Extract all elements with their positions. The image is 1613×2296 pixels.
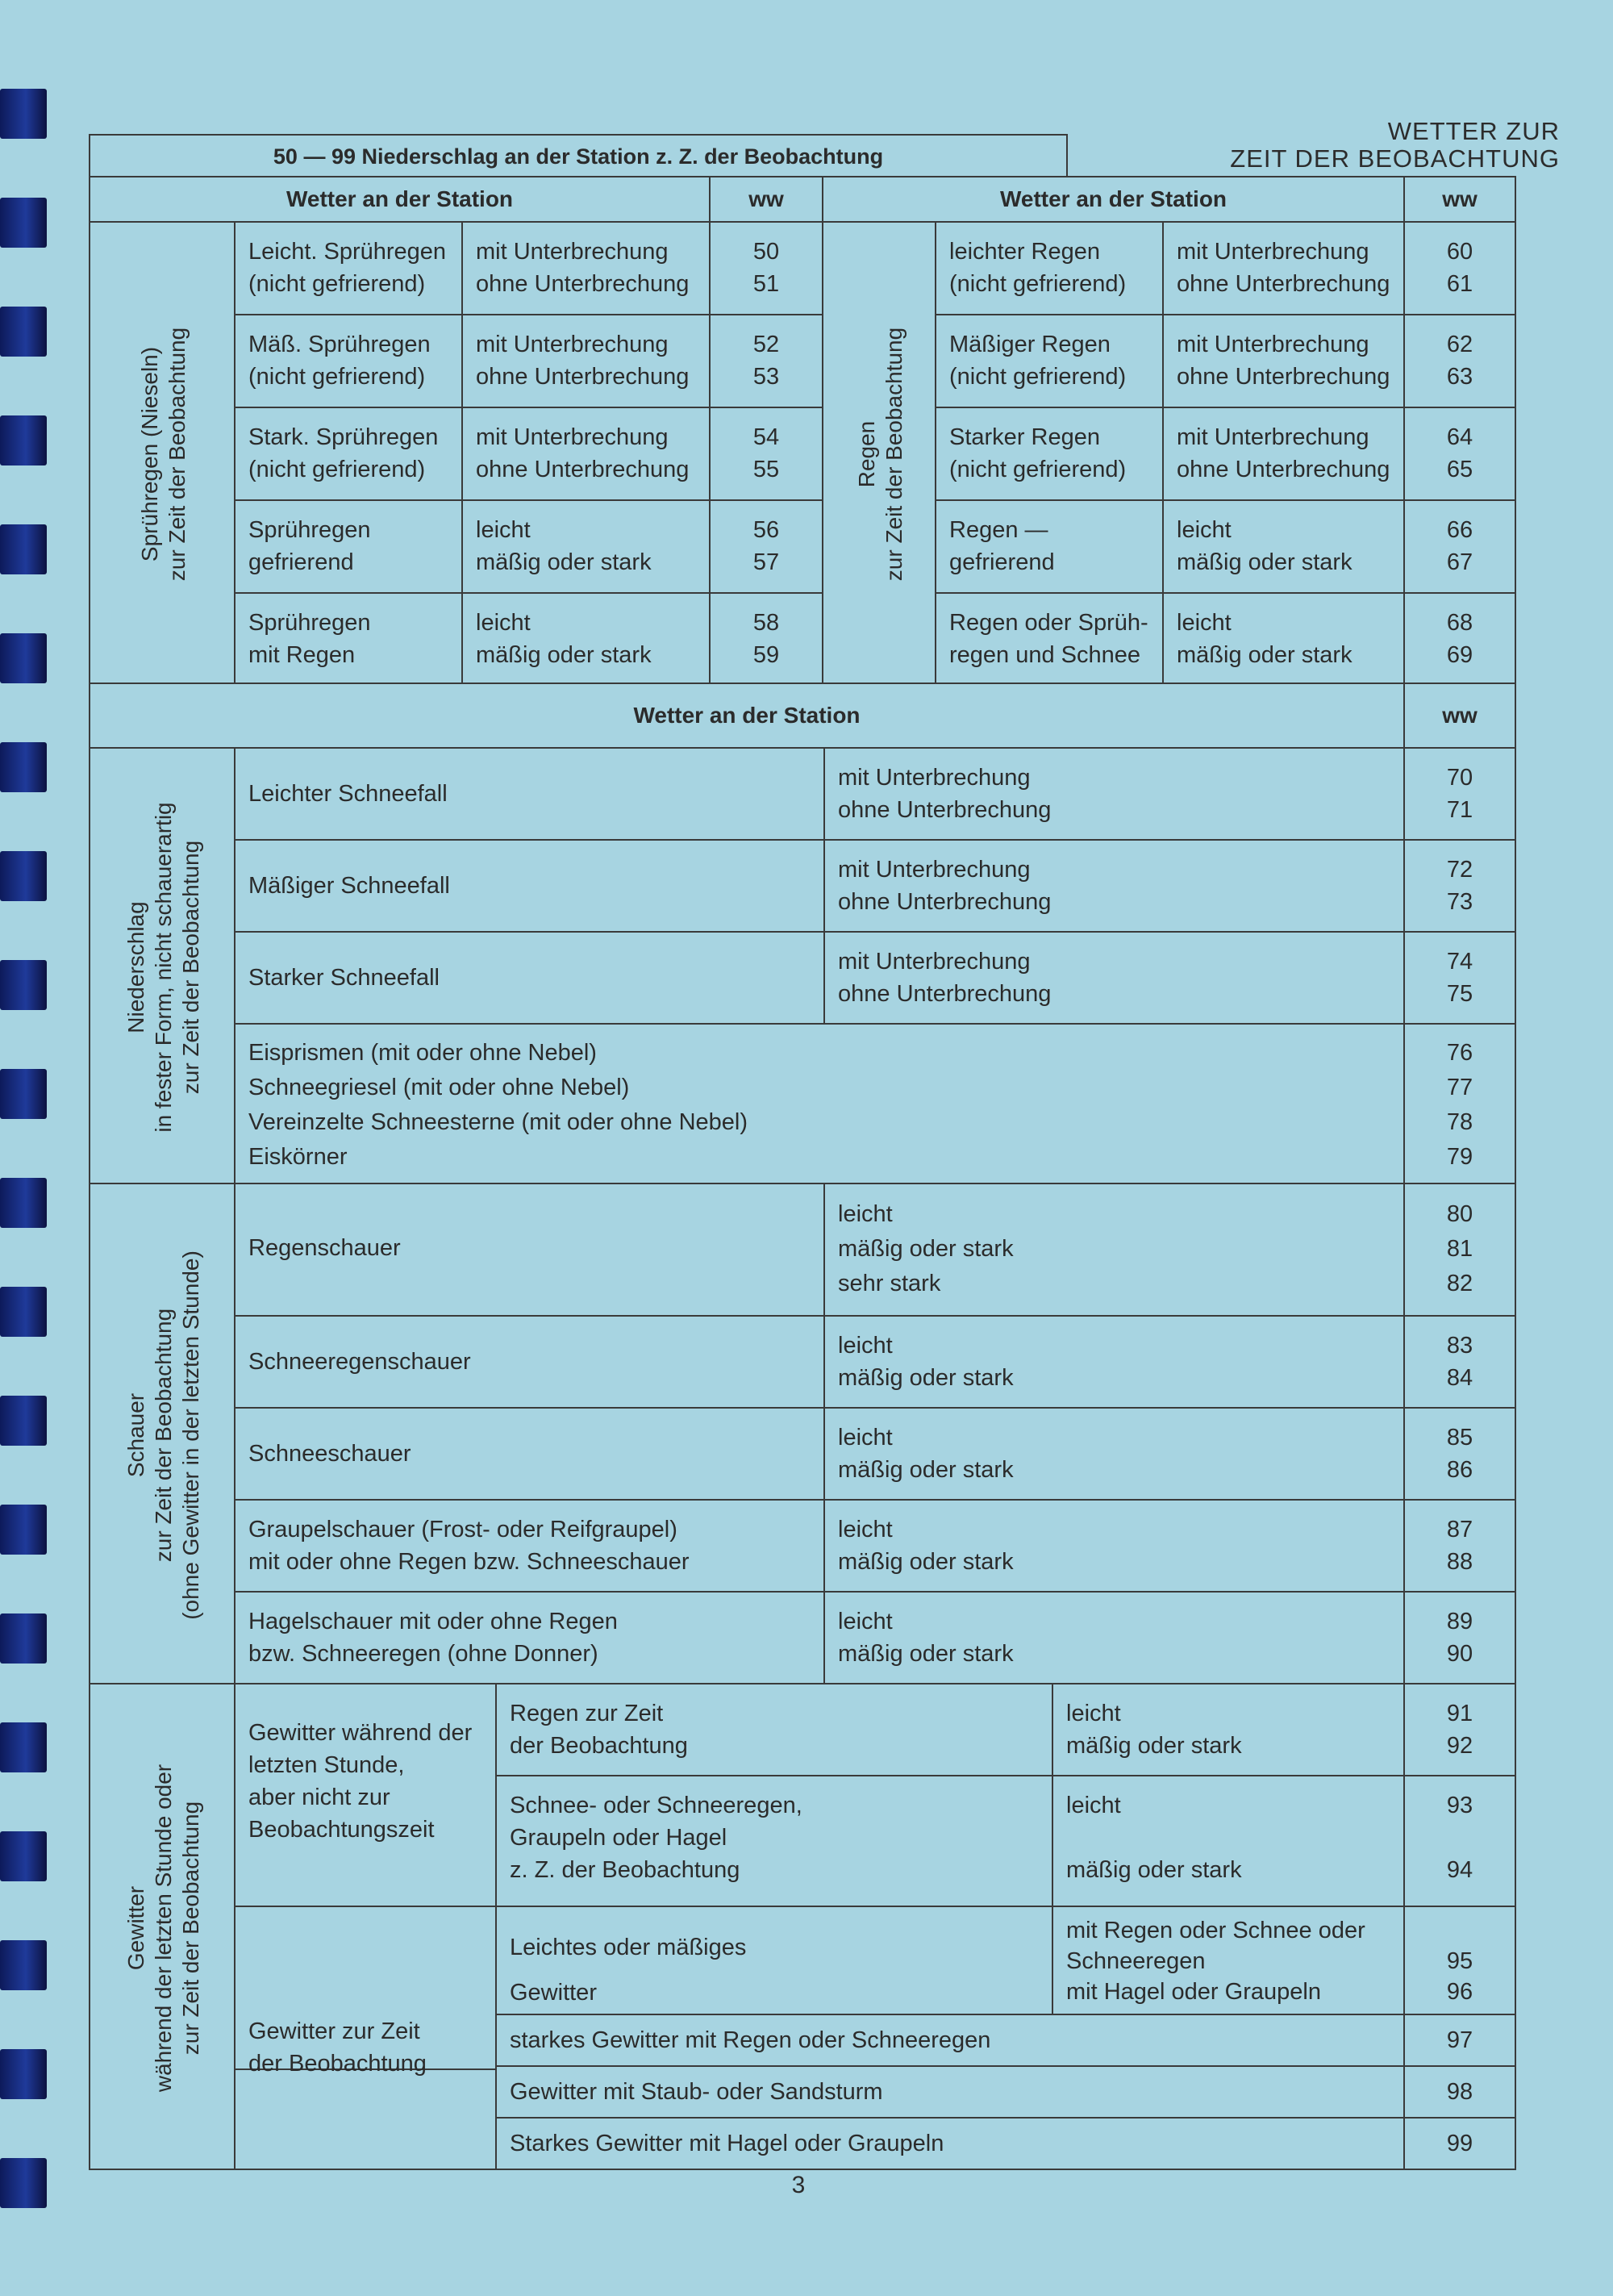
page-number: 3 (791, 2172, 806, 2198)
code-cell: 98 (1403, 2065, 1516, 2119)
list-item: leicht mäßig oder stark (1052, 1683, 1405, 1776)
solid-precip-group-label: Niederschlag in fester Form, nicht schauerartig zur Zeit der Beobachtung (89, 747, 235, 1184)
list-item: mit Unterbrechung ohne Unterbrechung (1162, 221, 1405, 315)
code-cell: 70 71 (1403, 747, 1516, 841)
list-item: leicht mäßig oder stark (823, 1407, 1405, 1501)
list-item: leicht mäßig oder stark (823, 1315, 1405, 1409)
showers-group-label: Schauer zur Zeit der Beobachtung (ohne Gewitter in der letzten Stunde) (89, 1183, 235, 1684)
drizzle-group-label: Sprühregen (Nieseln) zur Zeit der Beobachtung (89, 221, 235, 684)
thunderstorm-group-label: Gewitter während der letzten Stunde oder zur Zeit der Beobachtung (89, 1683, 235, 2170)
list-item: Eisprismen (mit oder ohne Nebel) Schneegriesel (mit oder ohne Nebel) Vereinzelte Schneesterne (mit oder ohne Nebel) Eiskörner (234, 1023, 1405, 1184)
header-left: Wetter an der Station (89, 176, 711, 223)
list-item: starkes Gewitter mit Regen oder Schneeregen (495, 2014, 1405, 2067)
code-cell: 83 84 (1403, 1315, 1516, 1409)
list-item: mit Regen oder Schnee oder Schneeregen mit Hagel oder Graupeln (1052, 1906, 1405, 2015)
code-cell: 87 88 (1403, 1499, 1516, 1593)
code-cell: 54 55 (709, 407, 823, 501)
list-item: Gewitter während der letzten Stunde, aber nicht zur Beobachtungszeit (234, 1683, 497, 2070)
list-item: Mäßiger Schneefall (234, 839, 825, 933)
list-item: Regen — gefrierend (935, 499, 1164, 594)
code-cell: 50 51 (709, 221, 823, 315)
list-item: Starker Schneefall (234, 931, 825, 1025)
list-item: leichter Regen (nicht gefrierend) (935, 221, 1164, 315)
list-item: Starker Regen (nicht gefrierend) (935, 407, 1164, 501)
code-cell: 64 65 (1403, 407, 1516, 501)
list-item: Mäß. Sprühregen (nicht gefrierend) (234, 314, 463, 408)
code-cell: 91 92 (1403, 1683, 1516, 1776)
list-item: Schnee- oder Schneeregen, Graupeln oder Hagel z. Z. der Beobachtung (495, 1775, 1053, 1907)
header-ww: ww (709, 176, 823, 223)
list-item: Starkes Gewitter mit Hagel oder Graupeln (495, 2117, 1405, 2170)
list-item: Regen oder Sprüh- regen und Schnee (935, 592, 1164, 684)
list-item: mit Unterbrechung ohne Unterbrechung (823, 931, 1405, 1025)
rain-group-label: Regen zur Zeit der Beobachtung (822, 221, 936, 684)
list-item: leicht mäßig oder stark sehr stark (823, 1183, 1405, 1317)
code-cell: 76 77 78 79 (1403, 1023, 1516, 1184)
list-item: leicht mäßig oder stark (1162, 592, 1405, 684)
list-item: mit Unterbrechung ohne Unterbrechung (461, 221, 711, 315)
code-cell: 58 59 (709, 592, 823, 684)
code-cell: 68 69 (1403, 592, 1516, 684)
list-item: leicht mäßig oder stark (461, 592, 711, 684)
list-item: leicht mäßig oder stark (823, 1591, 1405, 1684)
code-cell: 95 96 (1403, 1906, 1516, 2015)
list-item: leicht mäßig oder stark (461, 499, 711, 594)
code-cell: 60 61 (1403, 221, 1516, 315)
list-item: mit Unterbrechung ohne Unterbrechung (1162, 314, 1405, 408)
list-item: mit Unterbrechung ohne Unterbrechung (461, 314, 711, 408)
list-item: Leichtes oder mäßiges Gewitter (495, 1906, 1053, 2015)
header-ww-right: ww (1403, 176, 1516, 223)
code-cell: 89 90 (1403, 1591, 1516, 1684)
list-item: mit Unterbrechung ohne Unterbrechung (1162, 407, 1405, 501)
list-item: leicht mäßig oder stark (823, 1499, 1405, 1593)
list-item: Sprühregen mit Regen (234, 592, 463, 684)
list-item: Schneeschauer (234, 1407, 825, 1501)
list-item: mit Unterbrechung ohne Unterbrechung (823, 839, 1405, 933)
corner-title: WETTER ZUR ZEIT DER BEOBACHTUNG (1230, 117, 1560, 173)
list-item: Stark. Sprühregen (nicht gefrierend) (234, 407, 463, 501)
spiral-binding (0, 0, 56, 2296)
code-cell: 52 53 (709, 314, 823, 408)
code-cell: 72 73 (1403, 839, 1516, 933)
list-item: leicht mäßig oder stark (1162, 499, 1405, 594)
list-item: Regen zur Zeit der Beobachtung (495, 1683, 1053, 1776)
code-cell: 85 86 (1403, 1407, 1516, 1501)
list-item: Gewitter mit Staub- oder Sandsturm (495, 2065, 1405, 2119)
table-caption: 50 — 99 Niederschlag an der Station z. Z. der Beobachtung (89, 134, 1068, 177)
list-item: Gewitter zur Zeit der Beobachtung (234, 1906, 497, 2170)
code-cell: 62 63 (1403, 314, 1516, 408)
header2-ww: ww (1403, 683, 1516, 749)
code-cell: 66 67 (1403, 499, 1516, 594)
code-cell: 80 81 82 (1403, 1183, 1516, 1317)
list-item: Schneeregenschauer (234, 1315, 825, 1409)
list-item: Leicht. Sprühregen (nicht gefrierend) (234, 221, 463, 315)
code-cell: 56 57 (709, 499, 823, 594)
list-item: mit Unterbrechung ohne Unterbrechung (823, 747, 1405, 841)
list-item: Sprühregen gefrierend (234, 499, 463, 594)
code-cell: 74 75 (1403, 931, 1516, 1025)
list-item: Graupelschauer (Frost- oder Reifgraupel) mit oder ohne Regen bzw. Schneeschauer (234, 1499, 825, 1593)
header-right: Wetter an der Station (822, 176, 1405, 223)
code-cell: 93 94 (1403, 1775, 1516, 1907)
list-item: leicht mäßig oder stark (1052, 1775, 1405, 1907)
list-item: Mäßiger Regen (nicht gefrierend) (935, 314, 1164, 408)
list-item: Regenschauer (234, 1183, 825, 1317)
list-item: mit Unterbrechung ohne Unterbrechung (461, 407, 711, 501)
code-cell: 97 (1403, 2014, 1516, 2067)
header2-label: Wetter an der Station (89, 683, 1405, 749)
list-item: Hagelschauer mit oder ohne Regen bzw. Schneeregen (ohne Donner) (234, 1591, 825, 1684)
code-cell: 99 (1403, 2117, 1516, 2170)
list-item: Leichter Schneefall (234, 747, 825, 841)
